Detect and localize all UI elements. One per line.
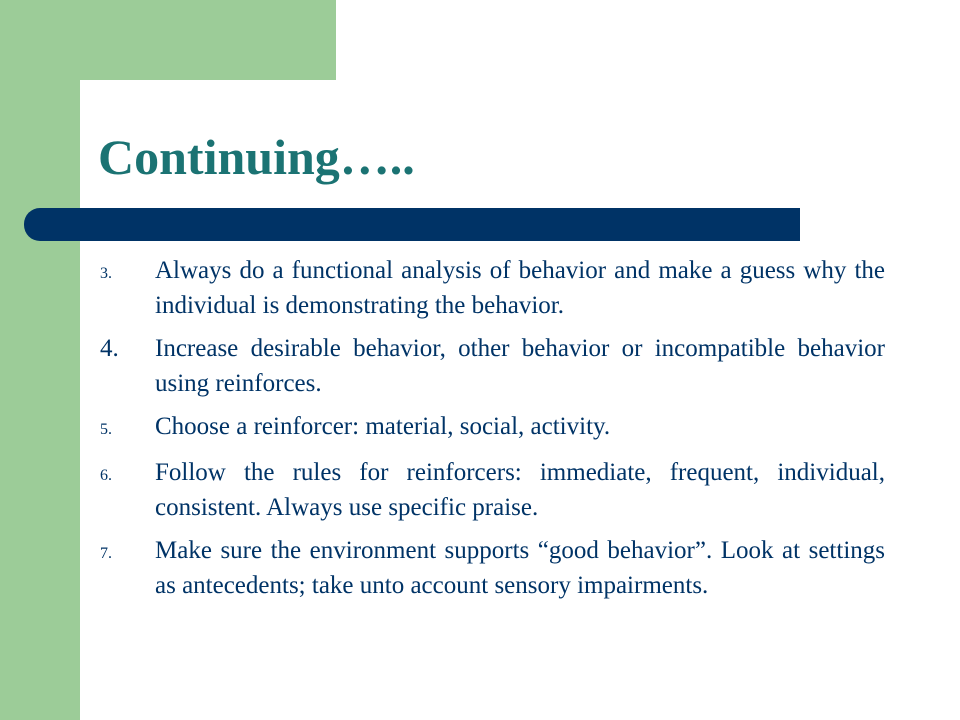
item-text: Increase desirable behavior, other behavior or incompatible behavior using reinforces.: [155, 335, 885, 397]
list-item: [100, 533, 885, 603]
item-text: Make sure the environment supports “good behavior”. Look at settings as antecedents; take unto account sensory impairments.: [155, 537, 885, 599]
item-number: 4.: [100, 335, 119, 362]
item-text: Choose a reinforcer: material, social, activity.: [155, 413, 611, 440]
top-accent-block: [0, 0, 336, 80]
list-item: [100, 253, 885, 323]
item-number: 3.: [100, 265, 112, 282]
item-number: 5.: [100, 421, 112, 438]
item-number: 6.: [100, 467, 112, 484]
item-number: 7.: [100, 545, 112, 562]
list-item: [100, 331, 885, 401]
title-underline-bar: [24, 208, 800, 241]
list-item: [100, 455, 885, 525]
list-item: [100, 409, 885, 447]
item-text: Always do a functional analysis of behavior and make a guess why the individual is demonstrating the behavior.: [155, 257, 885, 319]
left-accent-strip: [0, 0, 80, 720]
bullet-list: [100, 253, 885, 611]
item-text: Follow the rules for reinforcers: immediate, frequent, individual, consistent. Always use specific praise.: [155, 459, 885, 521]
slide-title: Continuing…..: [98, 129, 415, 185]
